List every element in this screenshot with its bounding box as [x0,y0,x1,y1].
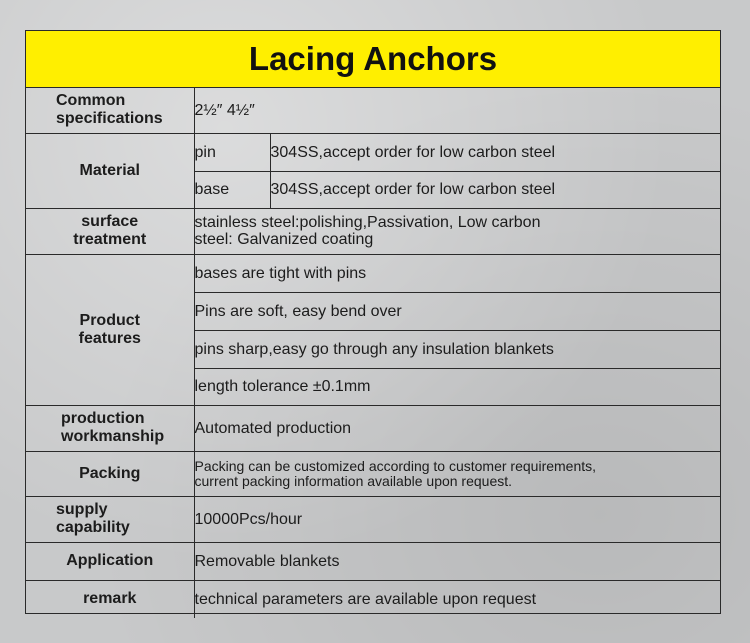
row-material-pin [26,133,720,171]
label-line: supply [56,501,108,518]
spec-sheet [25,30,721,614]
spec-table [26,88,720,618]
label-remark: remark [26,580,194,618]
page-title: Lacing Anchors [26,31,720,88]
value-common-specifications: 2½″ 4½″ [194,88,720,133]
row-surface-treatment [26,208,720,254]
label-line: treatment [73,231,147,248]
label-line: surface [81,213,139,230]
value-production-workmanship: Automated production [194,405,720,451]
value-supply-capability: 10000Pcs/hour [194,496,720,542]
label-line: Product [79,311,140,329]
value-line: stainless steel:polishing,Passivation, Low carbon [194,214,541,231]
label-supply-capability [26,496,194,542]
row-supply-capability [26,496,720,542]
label-production-workmanship [26,405,194,451]
row-product-feature [26,254,720,292]
value-line: Packing can be customized according to customer requirements, [194,457,597,474]
row-common-specifications [26,88,720,133]
label-line: capability [56,519,130,536]
row-remark [26,580,720,618]
value-application: Removable blankets [194,542,720,580]
row-application [26,542,720,580]
material-pin-value: 304SS,accept order for low carbon steel [270,133,720,171]
row-production-workmanship [26,405,720,451]
label-line: production [61,410,145,427]
material-pin-key: pin [194,133,270,171]
value-line: steel: Galvanized coating [194,231,374,248]
label-common-specifications [26,88,194,133]
material-base-key: base [194,171,270,208]
product-feature-item: length tolerance ±0.1mm [194,368,720,405]
value-remark: technical parameters are available upon request [194,580,720,618]
value-surface-treatment [194,208,720,254]
label-packing: Packing [26,451,194,496]
material-base-value: 304SS,accept order for low carbon steel [270,171,720,208]
label-line: specifications [56,110,163,128]
label-material: Material [26,133,194,208]
label-application: Application [26,542,194,580]
label-line: Common [56,92,126,110]
row-packing [26,451,720,496]
label-line: features [78,329,141,347]
label-line: workmanship [61,428,165,445]
value-packing [194,451,720,496]
label-surface-treatment [26,208,194,254]
product-feature-item: pins sharp,easy go through any insulation blankets [194,330,720,368]
product-feature-item: Pins are soft, easy bend over [194,292,720,330]
value-line: current packing information available upon request. [194,472,513,489]
label-product-features [26,254,194,405]
product-feature-item: bases are tight with pins [194,254,720,292]
